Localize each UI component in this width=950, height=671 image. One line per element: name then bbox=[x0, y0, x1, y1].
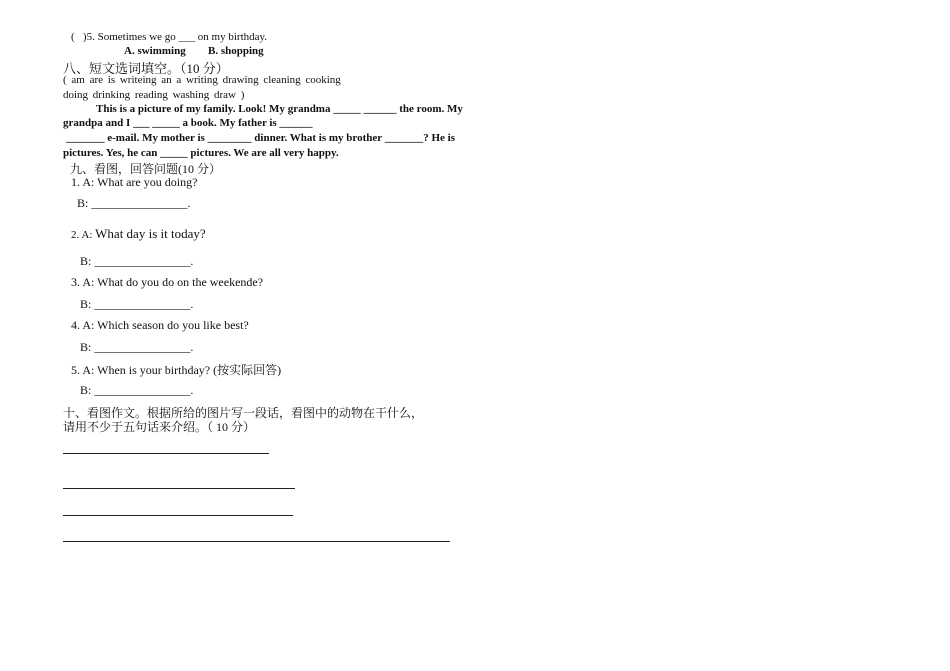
passage-line-2: grandpa and I ___ _____ a book. My father is ______ bbox=[63, 117, 313, 129]
section9-heading: 九、看图，回答问题(10 分） bbox=[70, 162, 221, 176]
q5-option-a: A. swimming bbox=[124, 45, 186, 57]
answer-2: B: ________________. bbox=[80, 254, 194, 268]
passage-line-4: pictures. Yes, he can _____ pictures. We are all very happy. bbox=[63, 147, 339, 159]
passage-line-3: _______ e-mail. My mother is ________ dinner. What is my brother _______? He is bbox=[66, 132, 455, 144]
answer-5: B: ________________. bbox=[80, 383, 194, 397]
question-2 bbox=[71, 225, 206, 243]
writing-line bbox=[63, 515, 293, 516]
word-bank-line-1: ( am are is writeing an a writing drawing cleaning cooking bbox=[63, 74, 341, 86]
writing-line bbox=[63, 488, 295, 489]
question-1: 1. A: What are you doing? bbox=[71, 175, 198, 189]
writing-line bbox=[63, 541, 450, 542]
answer-4: B: ________________. bbox=[80, 340, 194, 354]
q5-line: ( )5. Sometimes we go ___ on my birthday. bbox=[71, 31, 268, 43]
answer-1: B: ________________. bbox=[77, 196, 191, 210]
section8-heading: 八、短文选词填空。（10 分） bbox=[63, 61, 229, 76]
question-2-text: What day is it today? bbox=[95, 226, 206, 241]
question-5: 5. A: When is your birthday? (按实际回答) bbox=[71, 363, 282, 377]
passage-line-1: This is a picture of my family. Look! My grandma _____ ______ the room. My bbox=[96, 103, 463, 115]
question-2-prefix: 2. A: bbox=[71, 229, 96, 241]
word-bank-line-2: doing drinking reading washing draw ) bbox=[63, 89, 245, 101]
q5-option-b: B. shopping bbox=[208, 45, 264, 57]
question-4: 4. A: Which season do you like best? bbox=[71, 318, 249, 332]
section10-heading-line-2: 请用不少于五句话来介绍。（ 10 分） bbox=[63, 420, 256, 434]
question-3: 3. A: What do you do on the weekende? bbox=[71, 275, 264, 289]
section10-heading-line-1: 十、看图作文。根据所给的图片写一段话，看图中的动物在干什么， bbox=[63, 406, 424, 420]
answer-3: B: ________________. bbox=[80, 297, 194, 311]
writing-line bbox=[63, 453, 269, 454]
